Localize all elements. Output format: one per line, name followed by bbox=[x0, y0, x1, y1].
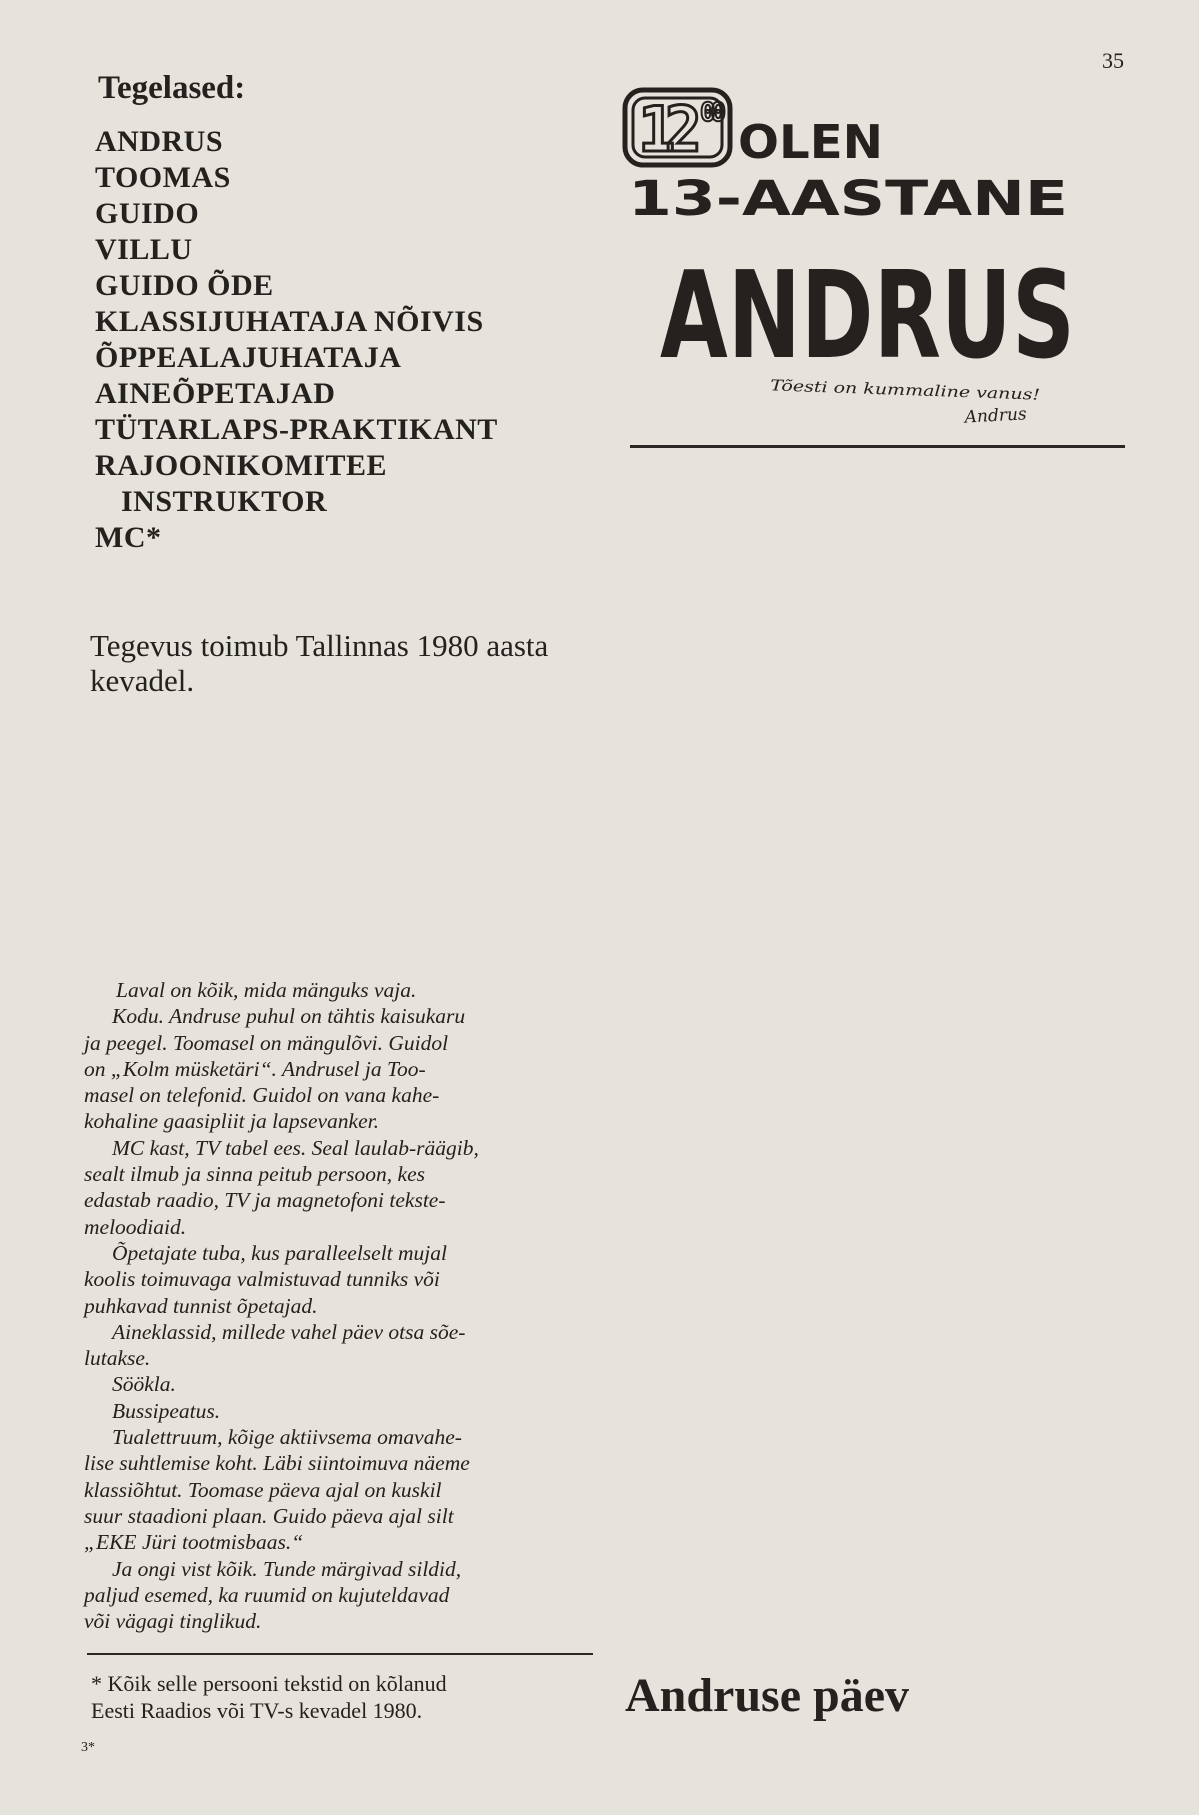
cast-heading: Tegelased: bbox=[98, 70, 246, 106]
cast-member: RAJOONIKOMITEE bbox=[95, 449, 388, 482]
cast-member: GUIDO bbox=[95, 197, 200, 230]
logo-divider bbox=[630, 445, 1125, 448]
stage-line: Kodu. Andruse puhul on tähtis kaisukaru bbox=[112, 1004, 466, 1029]
stage-line: klassiõhtut. Toomase päeva ajal on kuskil bbox=[84, 1477, 442, 1502]
stage-line: „EKE Jüri tootmisbaas.“ bbox=[84, 1530, 304, 1555]
cast-member: KLASSIJUHATAJA NÕIVIS bbox=[95, 305, 484, 338]
cast-member: AINEÕPETAJAD bbox=[95, 377, 336, 410]
stage-line: lutakse. bbox=[84, 1346, 151, 1371]
handwritten-signature: Andrus bbox=[964, 404, 1028, 428]
cast-list bbox=[95, 124, 498, 556]
stage-line: lise suhtlemise koht. Läbi siintoimuva näeme bbox=[84, 1451, 470, 1476]
cast-member: ÕPPEALAJUHATAJA bbox=[95, 341, 402, 374]
cast-member: INSTRUKTOR bbox=[121, 485, 328, 518]
stage-line: MC kast, TV tabel ees. Seal laulab-räägib, bbox=[112, 1135, 479, 1160]
stage-line: meloodiaid. bbox=[84, 1214, 187, 1239]
logo-line-age: 13-AASTANE bbox=[628, 171, 1068, 227]
setting-text: Tegevus toimub Tallinnas 1980 aasta kevadel. bbox=[90, 628, 549, 698]
clock-minutes: 00 bbox=[700, 98, 726, 128]
stage-line: Laval on kõik, mida mänguks vaja. bbox=[116, 978, 417, 1002]
stage-line: sealt ilmub ja sinna peitub persoon, kes bbox=[84, 1162, 425, 1187]
stage-line: edastab raadio, TV ja magnetofoni tekste- bbox=[84, 1188, 446, 1213]
stage-line: Õpetajate tuba, kus paralleelselt mujal bbox=[112, 1240, 447, 1265]
page-number: 35 bbox=[1102, 48, 1124, 73]
cast-member: MC* bbox=[95, 521, 162, 554]
page-title: Andruse päev bbox=[625, 1669, 910, 1722]
clock-hours: 12 bbox=[638, 93, 702, 166]
stage-directions bbox=[84, 977, 586, 1634]
title-logo bbox=[620, 85, 1080, 445]
stage-line: ja peegel. Toomasel on mängulõvi. Guidol bbox=[84, 1030, 449, 1055]
stage-line: Aineklassid, millede vahel päev otsa sõe- bbox=[112, 1319, 466, 1344]
footnote-line: Eesti Raadios või TV-s kevadel 1980. bbox=[91, 1698, 423, 1723]
footnote-line: * Kõik selle persooni tekstid on kõlanud bbox=[91, 1671, 447, 1696]
footnote bbox=[91, 1670, 447, 1724]
cast-member: GUIDO ÕDE bbox=[95, 269, 274, 302]
cast-member: ANDRUS bbox=[95, 125, 224, 158]
logo-name: ANDRUS bbox=[660, 247, 1075, 386]
handwritten-note: Tõesti on kummaline vanus! bbox=[769, 376, 984, 402]
stage-line: Söökla. bbox=[112, 1372, 176, 1397]
stage-line: või vägagi tinglikud. bbox=[84, 1609, 262, 1634]
stage-line: koolis toimuvaga valmistuvad tunniks või bbox=[84, 1267, 440, 1292]
cast-member: TOOMAS bbox=[95, 161, 231, 194]
stage-line: masel on telefonid. Guidol on vana kahe- bbox=[84, 1083, 440, 1108]
sheet-mark: 3* bbox=[81, 1740, 95, 1755]
stage-line: Bussipeatus. bbox=[112, 1398, 221, 1423]
logo-line-olen: OLEN bbox=[738, 115, 883, 169]
stage-line: Ja ongi vist kõik. Tunde märgivad sildid, bbox=[112, 1556, 462, 1581]
stage-line: Tualettruum, kõige aktiivsema omavahe- bbox=[112, 1425, 462, 1450]
stage-line: puhkavad tunnist õpetajad. bbox=[84, 1293, 318, 1318]
footnote-divider bbox=[87, 1653, 593, 1655]
cast-member: VILLU bbox=[95, 233, 193, 266]
cast-member: TÜTARLAPS-PRAKTIKANT bbox=[95, 413, 498, 446]
stage-line: paljud esemed, ka ruumid on kujuteldavad bbox=[84, 1582, 450, 1607]
stage-line: kohaline gaasipliit ja lapsevanker. bbox=[84, 1109, 379, 1134]
stage-line: on „Kolm müsketäri“. Andrusel ja Too- bbox=[84, 1056, 426, 1081]
stage-line: suur staadioni plaan. Guido päeva ajal silt bbox=[84, 1503, 454, 1528]
